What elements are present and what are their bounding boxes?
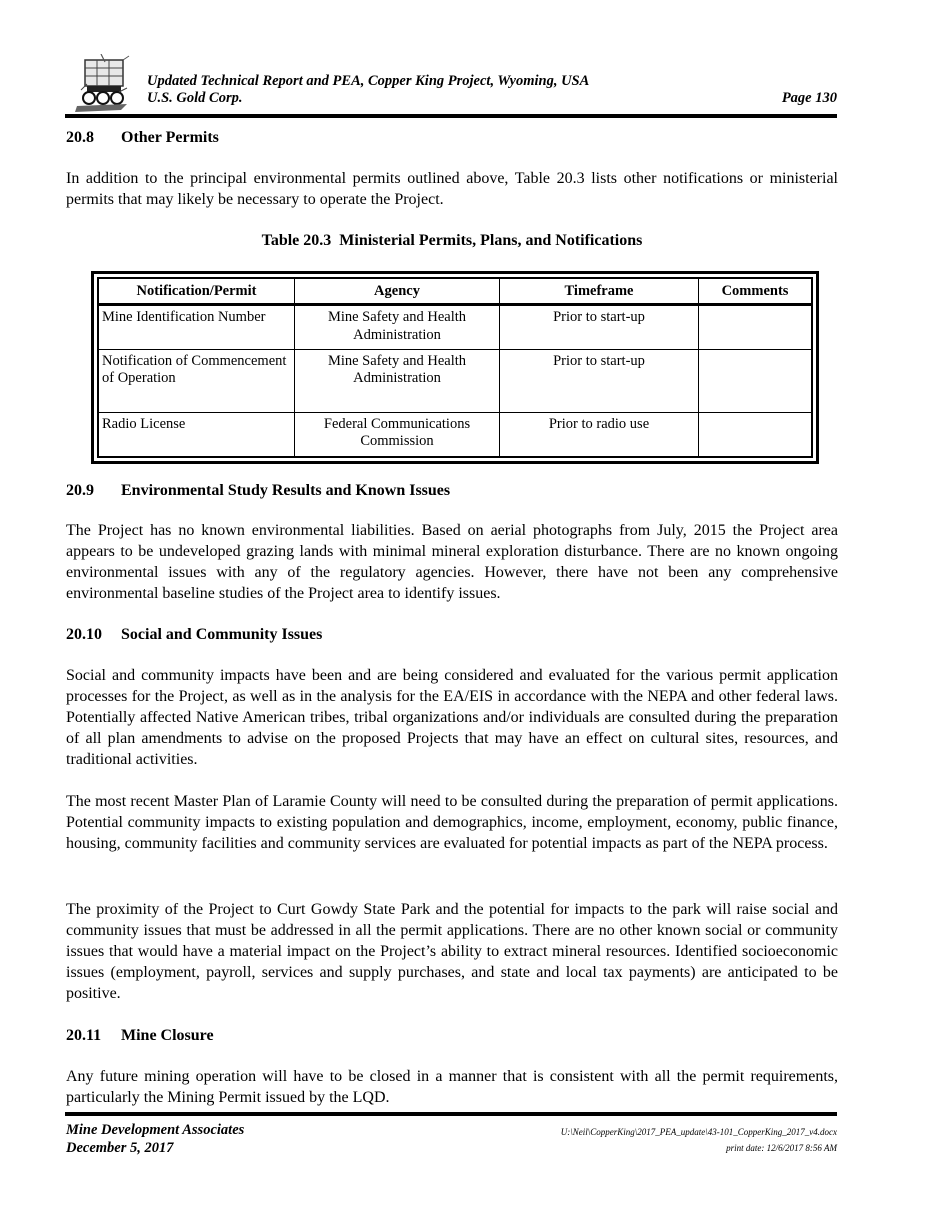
mine-cart-logo-icon — [71, 54, 133, 114]
table-header-row — [98, 278, 812, 305]
section-heading — [66, 624, 838, 646]
header-divider — [65, 114, 837, 118]
table-cell — [699, 349, 813, 412]
paragraph: In addition to the principal environmental permits outlined above, Table 20.3 lists other notifications or ministerial permits that may likely be necessary to operate the Project. — [66, 170, 838, 208]
column-header: Comments — [699, 278, 813, 305]
footer-file-path: U:\Neil\CopperKing\2017_PEA_update\43-101_CopperKing_2017_v4.docx — [560, 1127, 837, 1137]
section-number: 20.8 — [66, 129, 94, 146]
footer-divider — [65, 1112, 837, 1116]
section-heading — [66, 480, 838, 502]
report-title: Updated Technical Report and PEA, Copper King Project, Wyoming, USA — [147, 73, 590, 89]
footer-company: Mine Development Associates — [66, 1122, 245, 1138]
paragraph: The Project has no known environmental liabilities. Based on aerial photographs from July, 2015 the Project area appears to be undeveloped grazing lands with minimal mineral exploration disturbance. There are no known ongoing environmental issues with any of the regulatory agencies. However, there have not been any comprehensive environmental baseline studies of the Project area to identify issues. — [66, 522, 838, 602]
footer-right — [561, 1124, 837, 1156]
footer-left — [66, 1121, 244, 1157]
paragraph: The most recent Master Plan of Laramie County will need to be consulted during the preparation of permit applications. Potential community impacts to existing population and demographics, income, employment, economy, public finance, housing, community facilities and community services are evaluated for potential impacts as part of the NEPA process. — [66, 793, 838, 852]
permits-table — [97, 277, 813, 458]
table-cell — [699, 412, 813, 457]
section-heading — [66, 1025, 838, 1047]
section-title: Social and Community Issues — [121, 626, 323, 643]
table-row — [98, 305, 812, 350]
table-cell: Mine Safety and Health Administration — [295, 349, 500, 412]
table-cell: Prior to radio use — [500, 412, 699, 457]
table-row — [98, 412, 812, 457]
page-header — [65, 52, 837, 118]
table-cell: Prior to start-up — [500, 349, 699, 412]
footer-date: December 5, 2017 — [66, 1140, 174, 1156]
footer-print-date: print date: 12/6/2017 8:56 AM — [726, 1143, 837, 1153]
section-20-11 — [66, 1025, 838, 1047]
column-header: Notification/Permit — [98, 278, 295, 305]
table-caption: Table 20.3 Ministerial Permits, Plans, and Notifications — [261, 232, 643, 249]
table-cell: Mine Safety and Health Administration — [295, 305, 500, 350]
column-header: Agency — [295, 278, 500, 305]
section-20-9 — [66, 480, 838, 502]
column-header: Timeframe — [500, 278, 699, 305]
table-cell: Federal Communications Commission — [295, 412, 500, 457]
company-name: U.S. Gold Corp. — [147, 90, 243, 106]
paragraph: Any future mining operation will have to be closed in a manner that is consistent with all the permit requirements, particularly the Mining Permit issued by the LQD. — [66, 1068, 838, 1106]
paragraph: The proximity of the Project to Curt Gowdy State Park and the potential for impacts to the park will raise social and community issues that must be addressed in all the permit applications. There are no other known social or community issues that would have a material impact on the Project’s ability to extract mineral resources. Identified socioeconomic issues (employment, payroll, services and supply purchases, and state and local tax payments) are anticipated to be positive. — [66, 901, 838, 1002]
table-cell: Notification of Commencement of Operation — [98, 349, 295, 412]
table-row — [98, 349, 812, 412]
permits-table-frame — [91, 271, 819, 464]
page-number: Page 130 — [781, 90, 837, 106]
table-cell: Radio License — [98, 412, 295, 457]
section-heading — [66, 127, 838, 149]
section-title: Environmental Study Results and Known Issues — [121, 482, 451, 499]
section-number: 20.11 — [66, 1027, 102, 1044]
section-20-8 — [66, 127, 838, 149]
section-number: 20.9 — [66, 482, 94, 499]
section-number: 20.10 — [66, 626, 102, 643]
table-cell — [699, 305, 813, 350]
section-title: Mine Closure — [121, 1027, 214, 1044]
section-title: Other Permits — [121, 129, 219, 146]
paragraph: Social and community impacts have been and are being considered and evaluated for the various permit application processes for the Project, as well as in the analysis for the EA/EIS in accordance with the NEPA and other federal laws. Potentially affected Native American tribes, tribal organizations and/or individuals are consulted during the preparation of all plan amendments to advise on the proposed Projects that may have an effect on cultural sites, resources, and traditional activities. — [66, 667, 838, 768]
table-cell: Mine Identification Number — [98, 305, 295, 350]
table-cell: Prior to start-up — [500, 305, 699, 350]
section-20-10 — [66, 624, 838, 646]
